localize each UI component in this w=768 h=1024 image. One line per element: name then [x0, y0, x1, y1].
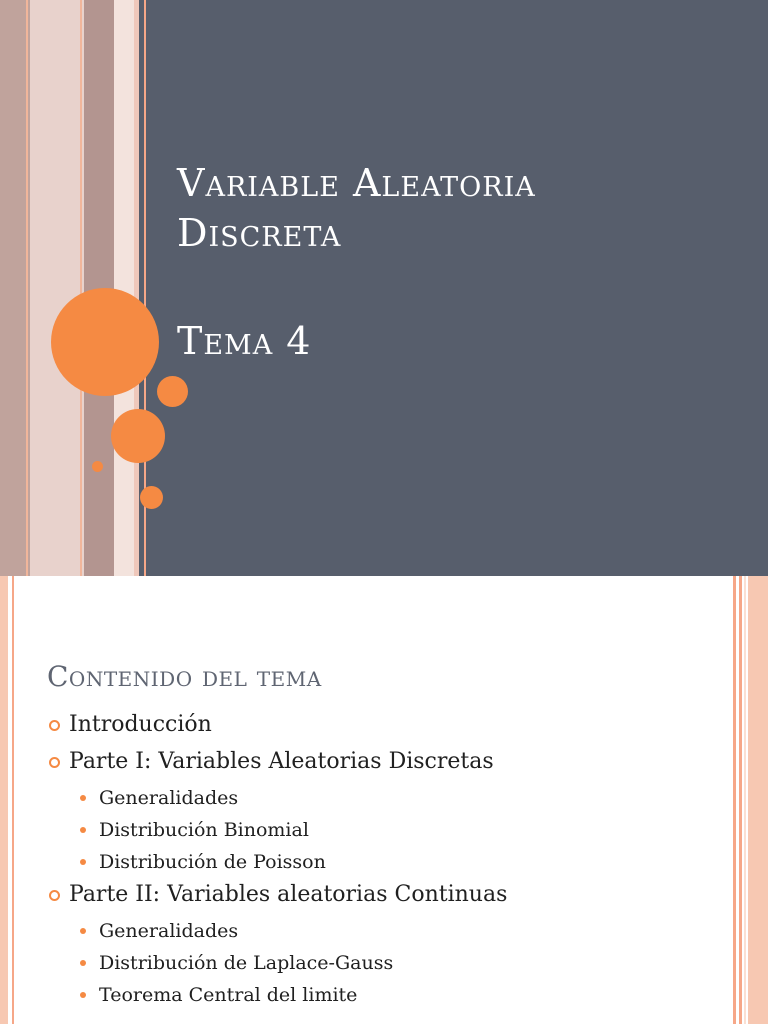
sub-list-item	[47, 786, 727, 810]
dot-bullet-icon	[80, 795, 86, 801]
dot-bullet-icon	[80, 992, 86, 998]
sub-list-item	[47, 818, 727, 842]
list-item	[47, 882, 727, 908]
list-item-label: Parte I: Variables Aleatorias Discretas	[69, 749, 494, 774]
contents-list	[47, 712, 727, 1015]
decorative-circle	[157, 376, 188, 407]
decorative-line	[12, 576, 14, 1024]
sub-list-item	[47, 919, 727, 943]
decorative-stripe	[748, 576, 768, 1024]
decorative-circle	[92, 461, 103, 472]
decorative-line	[80, 0, 82, 576]
decorative-circle-large	[51, 288, 159, 396]
list-item-label: Parte II: Variables aleatorias Continuas	[69, 882, 508, 907]
decorative-stripe	[134, 0, 139, 576]
slide-title-line1: Variable Aleatoria	[177, 161, 536, 205]
dot-bullet-icon	[80, 859, 86, 865]
circle-bullet-icon	[49, 720, 60, 731]
sub-list-item-label: Teorema Central del limite	[99, 984, 358, 1006]
slide-title-line2: Discreta	[177, 211, 342, 255]
list-item	[47, 749, 727, 775]
sub-list-item	[47, 951, 727, 975]
dot-bullet-icon	[80, 960, 86, 966]
decorative-line	[744, 576, 746, 1024]
dot-bullet-icon	[80, 827, 86, 833]
list-item	[47, 712, 727, 738]
circle-bullet-icon	[49, 890, 60, 901]
sub-list-item	[47, 850, 727, 874]
decorative-circle	[140, 486, 163, 509]
decorative-line	[733, 576, 736, 1024]
list-item-label: Introducción	[69, 712, 212, 737]
contents-heading: Contenido del tema	[47, 660, 322, 693]
decorative-circle	[111, 409, 165, 463]
decorative-line	[739, 576, 742, 1024]
decorative-stripe	[0, 576, 8, 1024]
sub-list-item	[47, 983, 727, 1007]
decorative-stripe	[30, 0, 84, 576]
slide-title	[177, 158, 747, 258]
circle-bullet-icon	[49, 757, 60, 768]
sub-list-item-label: Generalidades	[99, 787, 239, 809]
decorative-stripe	[114, 0, 134, 576]
sub-list-item-label: Distribución de Laplace-Gauss	[99, 952, 394, 974]
sub-list-item-label: Generalidades	[99, 920, 239, 942]
contents-slide	[0, 576, 768, 1024]
sub-list-item-label: Distribución Binomial	[99, 819, 309, 841]
slide-subtitle: Tema 4	[177, 319, 312, 363]
sub-list-item-label: Distribución de Poisson	[99, 851, 326, 873]
decorative-line	[26, 0, 28, 576]
dot-bullet-icon	[80, 928, 86, 934]
